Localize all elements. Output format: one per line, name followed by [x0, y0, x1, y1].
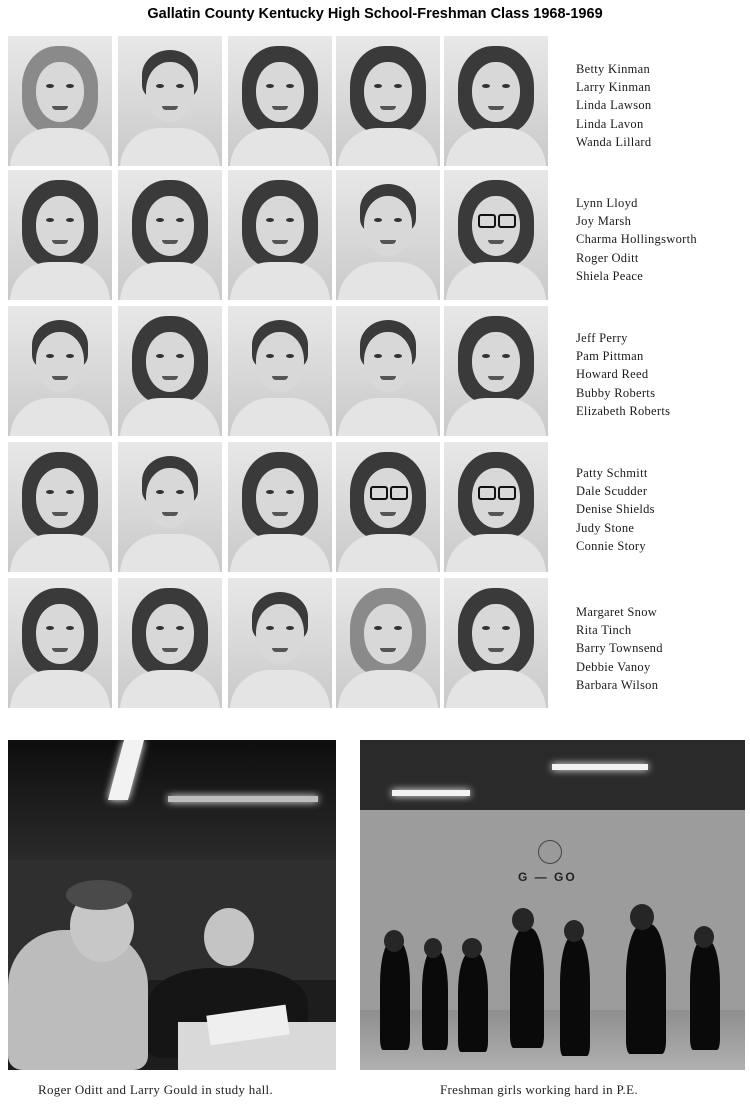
student-name: Judy Stone — [576, 520, 635, 535]
portrait-photo — [336, 306, 440, 436]
page-title: Gallatin County Kentucky High School-Freshman Class 1968-1969 — [147, 6, 603, 22]
portrait-photo — [444, 36, 548, 166]
name-list-row-3 — [576, 329, 746, 420]
student-name: Barry Townsend — [576, 641, 663, 656]
student-name: Lynn Lloyd — [576, 196, 638, 210]
pe-caption: Freshman girls working hard in P.E. — [440, 1082, 638, 1097]
portrait-photo — [8, 578, 112, 708]
student-name: Pam Pittman — [576, 349, 644, 364]
student-name: Jeff Perry — [576, 331, 628, 345]
student-name: Patty Schmitt — [576, 466, 648, 480]
student-name: Denise Shields — [576, 502, 655, 517]
portrait-photo — [228, 442, 332, 572]
student-name: Linda Lavon — [576, 116, 644, 131]
student-name: Linda Lawson — [576, 98, 652, 113]
portrait-photo — [444, 578, 548, 708]
portrait-photo — [118, 170, 222, 300]
student-name: Joy Marsh — [576, 214, 632, 229]
portrait-photo — [118, 442, 222, 572]
portrait-photo — [444, 306, 548, 436]
student-name: Charma Hollingsworth — [576, 232, 697, 247]
student-name: Rita Tinch — [576, 623, 632, 638]
student-name: Dale Scudder — [576, 484, 648, 499]
portrait-photo — [118, 36, 222, 166]
name-list-row-2 — [576, 194, 746, 285]
student-name: Debbie Vanoy — [576, 659, 651, 674]
student-name: Margaret Snow — [576, 605, 658, 619]
portrait-photo — [336, 578, 440, 708]
student-name: Betty Kinman — [576, 62, 651, 76]
portrait-photo — [8, 36, 112, 166]
portrait-photo — [8, 306, 112, 436]
portrait-photo — [118, 578, 222, 708]
pe-class-photo — [360, 740, 745, 1070]
name-list-row-5 — [576, 603, 746, 694]
student-name: Elizabeth Roberts — [576, 403, 671, 418]
student-name: Larry Kinman — [576, 80, 651, 95]
portrait-photo — [336, 36, 440, 166]
portrait-photo — [118, 306, 222, 436]
student-name: Shiela Peace — [576, 268, 644, 283]
name-list-row-4 — [576, 464, 746, 555]
study-hall-caption: Roger Oditt and Larry Gould in study hall. — [38, 1082, 274, 1097]
student-name: Barbara Wilson — [576, 677, 659, 692]
portrait-photo — [228, 306, 332, 436]
portrait-photo — [8, 170, 112, 300]
student-name: Wanda Lillard — [576, 134, 652, 149]
study-hall-photo — [8, 740, 336, 1070]
student-name: Bubby Roberts — [576, 385, 656, 400]
student-name: Connie Story — [576, 538, 646, 553]
name-list-row-1 — [576, 60, 746, 151]
student-name: Howard Reed — [576, 367, 649, 382]
portrait-photo — [444, 442, 548, 572]
portrait-photo — [228, 36, 332, 166]
gym-wall-lettering: G — GO — [518, 870, 577, 884]
portrait-photo — [228, 578, 332, 708]
portrait-photo — [8, 442, 112, 572]
portrait-photo — [228, 170, 332, 300]
student-name: Roger Oditt — [576, 250, 639, 265]
portrait-photo — [336, 170, 440, 300]
portrait-photo — [444, 170, 548, 300]
portrait-photo — [336, 442, 440, 572]
